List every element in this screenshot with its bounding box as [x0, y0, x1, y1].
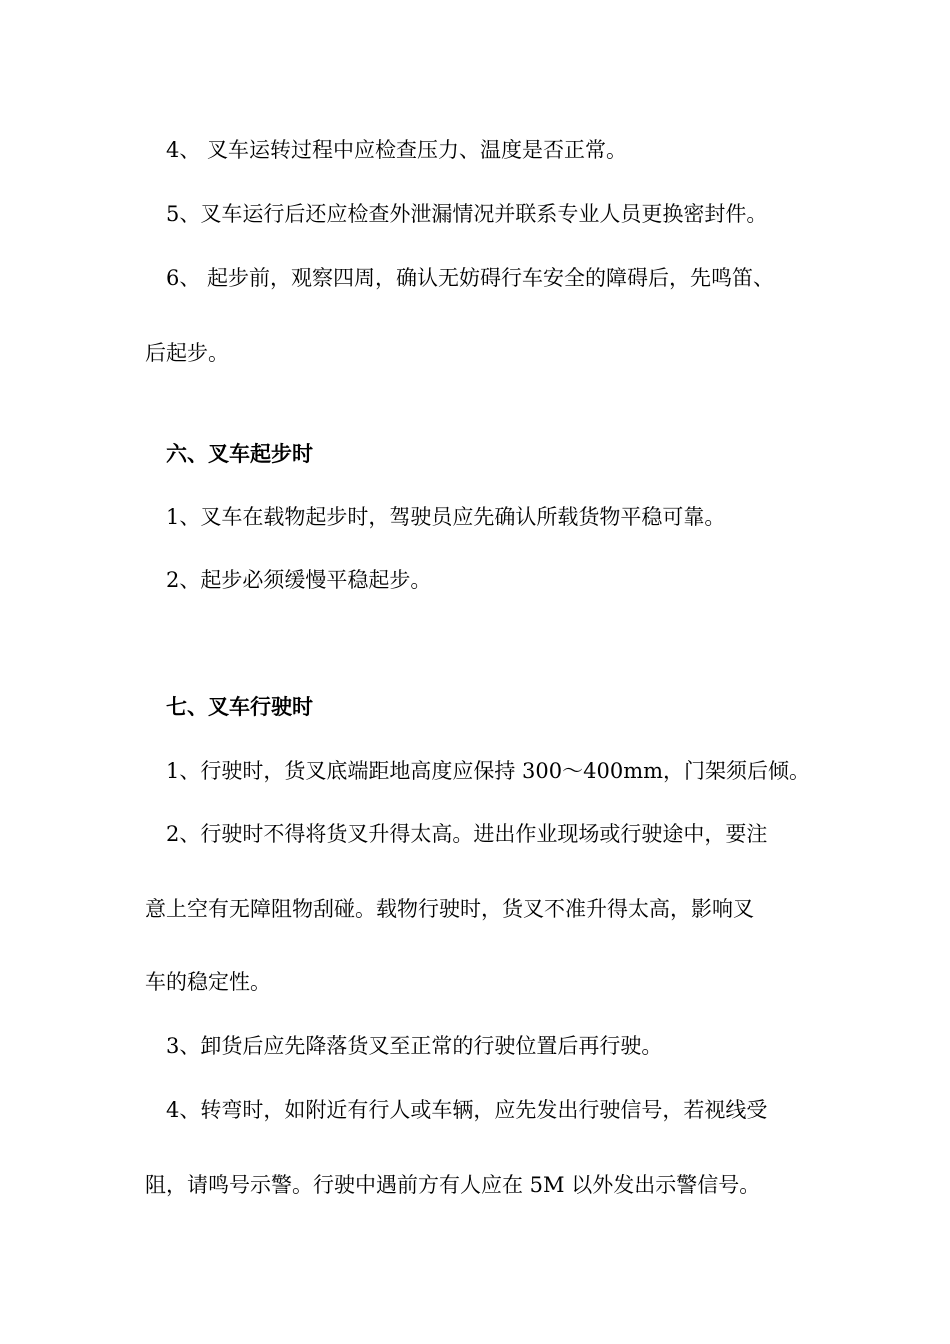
paragraph-line: 2、行驶时不得将货叉升得太高。进出作业现场或行驶途中，要注: [166, 822, 768, 846]
paragraph-line: 1、叉车在载物起步时，驾驶员应先确认所载货物平稳可靠。: [166, 505, 726, 529]
paragraph-line: 3、卸货后应先降落货叉至正常的行驶位置后再行驶。: [166, 1034, 663, 1058]
paragraph-line: 1、行驶时，货叉底端距地高度应保持 300～400mm，门架须后倾。: [166, 759, 811, 783]
paragraph-line: 后起步。: [145, 341, 229, 365]
section-heading: 六、叉车起步时: [166, 441, 313, 466]
paragraph-line: 4、 叉车运转过程中应检查压力、温度是否正常。: [166, 138, 628, 162]
paragraph-line: 车的稳定性。: [145, 970, 271, 994]
paragraph-line: 5、叉车运行后还应检查外泄漏情况并联系专业人员更换密封件。: [166, 202, 768, 226]
paragraph-line: 意上空有无障阻物刮碰。载物行驶时，货叉不准升得太高，影响叉: [145, 897, 754, 921]
paragraph-line: 6、 起步前，观察四周，确认无妨碍行车安全的障碍后，先鸣笛、: [166, 266, 775, 290]
paragraph-line: 阻，请鸣号示警。行驶中遇前方有人应在 5M 以外发出示警信号。: [145, 1173, 761, 1197]
paragraph-line: 2、起步必须缓慢平稳起步。: [166, 568, 432, 592]
paragraph-line: 4、转弯时，如附近有行人或车辆，应先发出行驶信号，若视线受: [166, 1098, 768, 1122]
section-heading: 七、叉车行驶时: [166, 694, 313, 719]
